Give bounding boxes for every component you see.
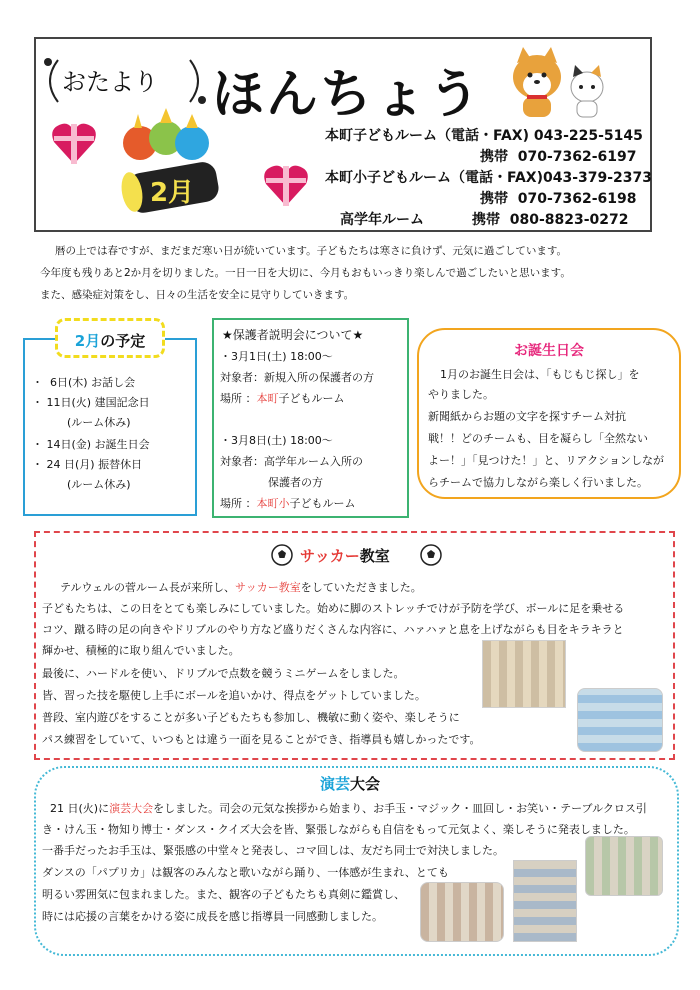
birthday-text: やりました。 bbox=[428, 388, 494, 401]
birthday-text: 1月のお誕生日会は、「もじもじ探し」を bbox=[440, 368, 640, 381]
soccer-ball-icon bbox=[271, 544, 293, 566]
contact-line: 携帯 080-8823-0272 bbox=[472, 212, 629, 228]
intro-paragraph: また、感染症対策をし、日々の生活を安全に見守りしていきます。 bbox=[40, 289, 355, 301]
birthday-text: 戦！！どのチームも、目を凝らし「全然ない bbox=[428, 432, 648, 445]
meeting-date: ・3月8日(土) 18:00～ bbox=[220, 434, 333, 447]
contact-line: 高学年ルーム bbox=[340, 212, 424, 228]
engei-photo bbox=[420, 882, 504, 942]
month-badge: 2月 bbox=[150, 178, 195, 208]
contact-line: 本町子どもルーム（電話・FAX) 043-225-5145 bbox=[325, 128, 643, 144]
schedule-item: (ルーム休み) bbox=[32, 416, 131, 429]
meeting-target: 対象者：新規入所の保護者の方 bbox=[220, 371, 374, 384]
soccer-text: 皆、習った技を駆使し上手にボールを追いかけ、得点をゲットしていました。 bbox=[42, 689, 426, 702]
clover-icon bbox=[198, 96, 206, 104]
dog-and-cat-illustration bbox=[505, 45, 615, 120]
intro-paragraph: 暦の上では春ですが、まだまだ寒い日が続いています。子どもたちは寒さに負けず、元気に過ごしています。 bbox=[55, 245, 567, 257]
contact-line: 携帯 070-7362-6198 bbox=[480, 191, 637, 207]
soccer-text: コツ、蹴る時の足の向きやドリブルのやり方など盛りだくさんな内容に、ハァハァと息を上げながらも目をキラキラと bbox=[42, 623, 624, 636]
contact-line: 本町小子どもルーム（電話・FAX)043-379-2373 bbox=[325, 170, 653, 186]
schedule-title: 2月の予定 bbox=[74, 332, 146, 350]
engei-photo bbox=[513, 860, 577, 942]
birthday-title: お誕生日会 bbox=[514, 343, 584, 359]
birthday-text: よー！」「見つけた！」と、リアクションしなが bbox=[428, 454, 664, 467]
engei-section bbox=[34, 766, 679, 956]
birthday-text: 新聞紙からお題の文字を探すチーム対抗 bbox=[428, 410, 626, 423]
clover-icon bbox=[44, 58, 52, 66]
meeting-date: ・3月1日(土) 18:00～ bbox=[220, 350, 333, 363]
otayori-text: おたより bbox=[62, 68, 158, 96]
schedule-item: ・ 24 日(月) 振替休日 bbox=[32, 458, 143, 471]
contact-line: 携帯 070-7362-6197 bbox=[480, 149, 637, 165]
soccer-text: 子どもたちは、この日をとても楽しみにしていました。始めに脚のストレッチでけが予防を学び、ボールに足を乗せる bbox=[42, 602, 625, 615]
soccer-text: 最後に、ハードルを使い、ドリブルで点数を競うミニゲームをしました。 bbox=[42, 667, 405, 680]
schedule-item: ・ 11日(火) 建国記念日 bbox=[32, 396, 150, 409]
meeting-place: 場所 ：本町子どもルーム bbox=[220, 392, 345, 405]
engei-text: ダンスの「パプリカ」は観客のみんなと歌いながら踊り、一体感が生まれ、とても bbox=[42, 866, 449, 879]
heart-gift-icon bbox=[262, 160, 310, 210]
soccer-text: 輝かせ、積極的に取り組んでいました。 bbox=[42, 644, 240, 657]
engei-text: 21 日(火)に演芸大会をしました。司会の元気な挨拶から始まり、お手玉・マジック・皿回し・お笑い・テーブルクロス引 bbox=[50, 802, 647, 815]
meeting-target: 対象者：高学年ルーム入所の bbox=[220, 455, 363, 468]
soccer-ball-icon bbox=[420, 544, 442, 566]
parents-meeting-title: ★保護者説明会について★ bbox=[222, 328, 364, 342]
soccer-text: パス練習をしていて、いつもとは違う一面を見ることができ、指導員も嬉しかったです。 bbox=[42, 733, 481, 746]
engei-title: 演芸大会 bbox=[320, 775, 381, 793]
engei-text: 一番手だったお手玉は、緊張感の中堂々と発表し、コマ回しは、友だち同士で対決しました。 bbox=[42, 844, 504, 857]
engei-text: 明るい雰囲気に包まれました。また、観客の子どもたちも真剣に鑑賞し、 bbox=[42, 888, 405, 901]
schedule-item: ・ 6日(木) お話し会 bbox=[32, 376, 136, 389]
meeting-target: 保護者の方 bbox=[268, 476, 323, 489]
soccer-title: サッカー教室 bbox=[300, 547, 390, 565]
schedule-item: (ルーム休み) bbox=[32, 478, 131, 491]
engei-photo bbox=[585, 836, 663, 896]
engei-text: 時には応援の言葉をかける姿に成長を感じ指導員一同感動しました。 bbox=[42, 910, 383, 923]
soccer-photo bbox=[482, 640, 566, 708]
soccer-text: テルウェルの菅ルーム長が来所し、サッカー教室をしていただきました。 bbox=[60, 581, 422, 594]
soccer-photo bbox=[577, 688, 663, 752]
heart-gift-icon bbox=[50, 118, 98, 168]
schedule-item: ・ 14日(金) お誕生日会 bbox=[32, 438, 150, 451]
newsletter-title: ほんちょう bbox=[212, 65, 483, 125]
intro-paragraph: 今年度も残りあと2か月を切りました。一日一日を大切に、今月もおもいっきり楽しんで過ごしたいと思います。 bbox=[40, 267, 571, 279]
soccer-text: 普段、室内遊びをすることが多い子どもたちも参加し、機敏に動く姿や、楽しそうに bbox=[42, 711, 460, 724]
birthday-text: らチームで協力しながら楽しく行いました。 bbox=[428, 476, 648, 489]
engei-text: き・けん玉・物知り博士・ダンス・クイズ大会を皆、緊張しながらも自信をもって元気よく、楽しそうに発表しました。 bbox=[42, 823, 635, 836]
meeting-place: 場所 ：本町小子どもルーム bbox=[220, 497, 356, 510]
